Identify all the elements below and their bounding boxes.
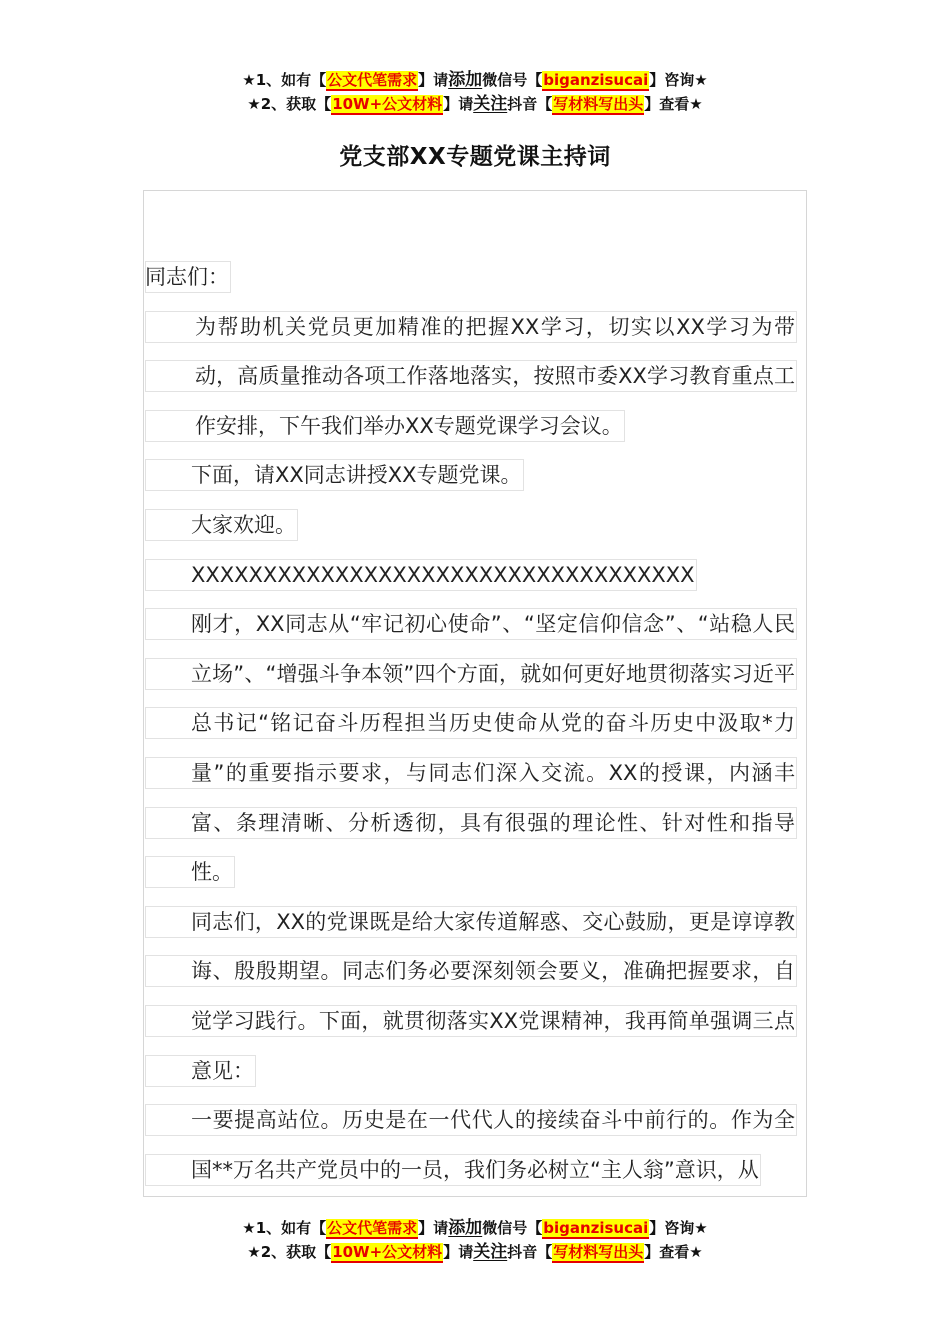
banner-highlight: 公文代笔需求	[327, 71, 418, 89]
banner-highlight: 公文代笔需求	[327, 1219, 418, 1237]
banner-line-1	[0, 1216, 950, 1240]
paragraph-text: 同志们，XX的党课既是给大家传道解惑、交心鼓励，更是谆谆教诲、殷殷期望。同志们务必要深刻领会要义，准确把握要求，自觉学习践行。下面，就贯彻落实XX党课精神，我再简单强调三点意见：	[145, 906, 797, 1087]
banner-underline: 关注	[473, 1242, 508, 1262]
banner-text: 抖音【	[507, 95, 553, 113]
paragraph-text: 为帮助机关党员更加精准的把握XX学习，切实以XX学习为带动，高质量推动各项工作落地落实，按照市委XX学习教育重点工作安排，下午我们举办XX专题党课学习会议。	[145, 311, 797, 442]
banner-text: ★2、获取【	[247, 95, 332, 113]
banner-text: 】请	[443, 1243, 474, 1261]
banner-highlight: 写材料写出头	[553, 1243, 644, 1261]
banner-text: ★1、如有【	[242, 1219, 327, 1237]
banner-line-1	[0, 68, 950, 92]
paragraph-text: 大家欢迎。	[145, 509, 298, 541]
banner-text: 】请	[418, 71, 449, 89]
banner-highlight: 写材料写出头	[553, 95, 644, 113]
banner-text: 】咨询★	[649, 1219, 708, 1237]
banner-text: 抖音【	[507, 1243, 553, 1261]
body-paragraph	[145, 1096, 797, 1195]
body-paragraph	[145, 898, 797, 1096]
body-paragraph	[145, 303, 797, 452]
banner-underline: 关注	[473, 94, 508, 114]
banner-text: 】查看★	[644, 1243, 703, 1261]
banner-text: ★1、如有【	[242, 71, 327, 89]
paragraph-text: XXXXXXXXXXXXXXXXXXXXXXXXXXXXXXXXXXX	[145, 559, 697, 591]
footer-banner	[0, 1216, 950, 1264]
banner-text: 】查看★	[644, 95, 703, 113]
banner-highlight: biganzisucai	[543, 1219, 649, 1237]
body-paragraph	[145, 451, 797, 501]
salutation-paragraph	[145, 253, 797, 303]
paragraph-text: 刚才，XX同志从“牢记初心使命”、“坚定信仰信念”、“站稳人民立场”、“增强斗争本领”四个方面，就如何更好地贯彻落实习近平总书记“铭记奋斗历程担当历史使命从党的奋斗历史中汲取*力量”的重要指示要求，与同志们深入交流。XX的授课，内涵丰富、条理清晰、分析透彻，具有很强的理论性、针对性和指导性。	[145, 608, 797, 888]
banner-text: 】请	[443, 95, 474, 113]
document-body	[145, 253, 797, 1195]
banner-highlight: 10W+公文材料	[332, 95, 443, 113]
body-paragraph	[145, 600, 797, 898]
body-paragraph	[145, 551, 797, 601]
banner-line-2	[0, 92, 950, 116]
banner-text: 微信号【	[482, 1219, 543, 1237]
banner-underline: 添加	[448, 70, 483, 90]
banner-text: 微信号【	[482, 71, 543, 89]
banner-highlight: 10W+公文材料	[332, 1243, 443, 1261]
body-paragraph	[145, 501, 797, 551]
banner-text: 】请	[418, 1219, 449, 1237]
banner-text: ★2、获取【	[247, 1243, 332, 1261]
banner-text: 】咨询★	[649, 71, 708, 89]
header-banner	[0, 68, 950, 116]
paragraph-text: 下面，请XX同志讲授XX专题党课。	[145, 459, 524, 491]
banner-underline: 添加	[448, 1218, 483, 1238]
document-title: 党支部XX专题党课主持词	[339, 144, 611, 170]
paragraph-text: 一要提高站位。历史是在一代代人的接续奋斗中前行的。作为全国**万名共产党员中的一员，我们务必树立“主人翁”意识，从	[145, 1104, 797, 1186]
banner-line-2	[0, 1240, 950, 1264]
paragraph-text: 同志们：	[145, 261, 231, 293]
banner-highlight: biganzisucai	[543, 71, 649, 89]
